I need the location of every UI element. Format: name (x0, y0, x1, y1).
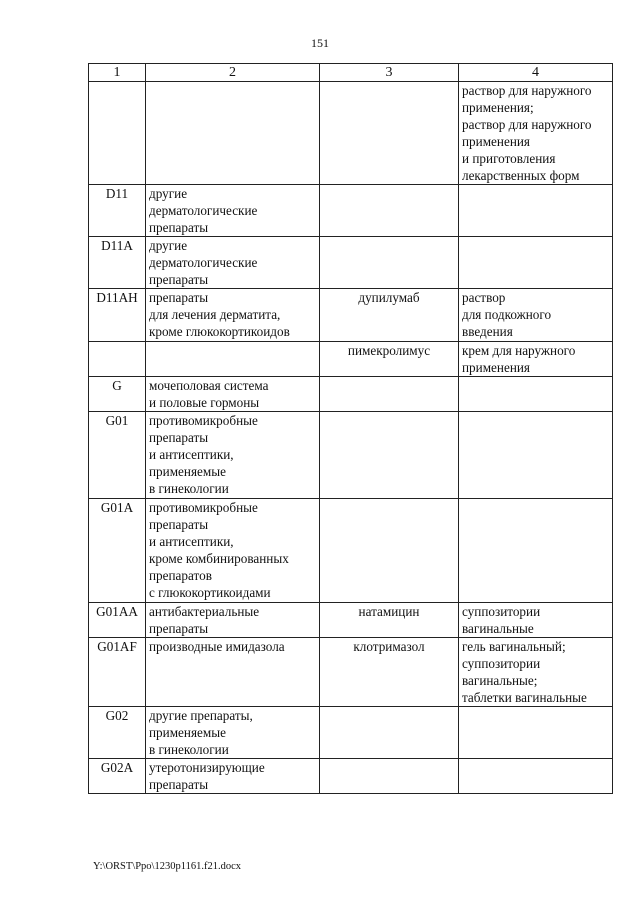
group-name-line: дерматологические (149, 203, 258, 218)
atc-code-cell: D11AH (89, 289, 146, 342)
table-row (89, 185, 613, 237)
table-row (89, 759, 613, 794)
group-name-line: и антисептики, (149, 534, 234, 549)
dosage-form-cell (459, 377, 613, 412)
table-row (89, 603, 613, 638)
dosage-form-cell (459, 342, 613, 377)
table-row (89, 499, 613, 603)
drug-name-cell: пимекролимус (320, 342, 459, 377)
group-name-line: другие препараты, (149, 708, 253, 723)
dosage-form-line: применения (462, 360, 530, 375)
group-name-cell (146, 377, 320, 412)
dosage-form-cell (459, 185, 613, 237)
group-name-line: для лечения дерматита, (149, 307, 281, 322)
table-row (89, 289, 613, 342)
dosage-form-line: лекарственных форм (462, 168, 580, 183)
dosage-form-line: гель вагинальный; (462, 639, 566, 654)
group-name-line: производные имидазола (149, 639, 285, 654)
group-name-cell (146, 499, 320, 603)
atc-code-cell: G (89, 377, 146, 412)
group-name-line: препараты (149, 430, 209, 445)
group-name-cell (146, 185, 320, 237)
page-number: 151 (311, 36, 329, 50)
atc-code-cell: D11 (89, 185, 146, 237)
dosage-form-cell (459, 603, 613, 638)
atc-code-cell: G01AA (89, 603, 146, 638)
dosage-form-line: крем для наружного (462, 343, 576, 358)
dosage-form-line: применения (462, 134, 530, 149)
atc-code-cell: G01A (89, 499, 146, 603)
table-header-row (89, 64, 613, 82)
group-name-line: другие (149, 238, 188, 253)
group-name-line: препараты (149, 220, 209, 235)
group-name-line: кроме комбинированных (149, 551, 289, 566)
dosage-form-line: введения (462, 324, 513, 339)
drug-name-cell (320, 499, 459, 603)
dosage-form-cell (459, 759, 613, 794)
group-name-line: применяемые (149, 464, 226, 479)
header-cell-4: 4 (459, 64, 613, 82)
dosage-form-line: таблетки вагинальные (462, 690, 587, 705)
dosage-form-line: суппозитории (462, 656, 541, 671)
drug-table (88, 63, 613, 794)
group-name-line: применяемые (149, 725, 226, 740)
group-name-line: препараты (149, 290, 209, 305)
drug-name-cell (320, 412, 459, 499)
dosage-form-cell (459, 499, 613, 603)
table-row (89, 377, 613, 412)
drug-name-cell: клотримазол (320, 638, 459, 707)
group-name-line: другие (149, 186, 188, 201)
dosage-form-line: раствор для наружного (462, 83, 592, 98)
atc-code-cell: G02A (89, 759, 146, 794)
atc-code-cell: G01AF (89, 638, 146, 707)
dosage-form-line: вагинальные (462, 621, 534, 636)
group-name-line: и половые гормоны (149, 395, 260, 410)
atc-code-cell: G01 (89, 412, 146, 499)
group-name-cell (146, 237, 320, 289)
atc-code-cell (89, 342, 146, 377)
dosage-form-line: суппозитории (462, 604, 541, 619)
drug-name-cell (320, 237, 459, 289)
dosage-form-cell (459, 289, 613, 342)
group-name-line: препаратов (149, 568, 212, 583)
group-name-cell (146, 289, 320, 342)
drug-name-cell: дупилумаб (320, 289, 459, 342)
dosage-form-line: вагинальные; (462, 673, 538, 688)
table-row (89, 638, 613, 707)
group-name-line: в гинекологии (149, 742, 229, 757)
group-name-line: препараты (149, 272, 209, 287)
group-name-line: препараты (149, 621, 209, 636)
table-row (89, 237, 613, 289)
group-name-cell (146, 342, 320, 377)
group-name-cell (146, 707, 320, 759)
group-name-line: противомикробные (149, 413, 258, 428)
header-cell-3: 3 (320, 64, 459, 82)
atc-code-cell (89, 82, 146, 185)
table-row (89, 342, 613, 377)
dosage-form-line: раствор (462, 290, 506, 305)
group-name-cell (146, 412, 320, 499)
dosage-form-line: и приготовления (462, 151, 556, 166)
group-name-line: кроме глюкокортикоидов (149, 324, 290, 339)
table-row (89, 707, 613, 759)
group-name-cell (146, 638, 320, 707)
header-cell-1: 1 (89, 64, 146, 82)
drug-name-cell: натамицин (320, 603, 459, 638)
group-name-line: в гинекологии (149, 481, 229, 496)
group-name-cell (146, 82, 320, 185)
group-name-line: антибактериальные (149, 604, 260, 619)
dosage-form-cell (459, 638, 613, 707)
drug-name-cell (320, 707, 459, 759)
group-name-line: дерматологические (149, 255, 258, 270)
group-name-cell (146, 759, 320, 794)
dosage-form-cell (459, 237, 613, 289)
group-name-line: и антисептики, (149, 447, 234, 462)
group-name-cell (146, 603, 320, 638)
dosage-form-line: применения; (462, 100, 534, 115)
header-cell-2: 2 (146, 64, 320, 82)
group-name-line: утеротонизирующие (149, 760, 265, 775)
dosage-form-line: раствор для наружного (462, 117, 592, 132)
drug-name-cell (320, 82, 459, 185)
group-name-line: противомикробные (149, 500, 258, 515)
atc-code-cell: G02 (89, 707, 146, 759)
group-name-line: мочеполовая система (149, 378, 269, 393)
table-row (89, 82, 613, 185)
group-name-line: препараты (149, 517, 209, 532)
drug-name-cell (320, 377, 459, 412)
dosage-form-cell (459, 707, 613, 759)
drug-name-cell (320, 759, 459, 794)
dosage-form-cell (459, 82, 613, 185)
dosage-form-line: для подкожного (462, 307, 552, 322)
atc-code-cell: D11A (89, 237, 146, 289)
group-name-line: с глюкокортикоидами (149, 585, 271, 600)
group-name-line: препараты (149, 777, 209, 792)
dosage-form-cell (459, 412, 613, 499)
footer-file-path: Y:\ORST\Ppo\1230p1161.f21.docx (93, 861, 241, 872)
table-row (89, 412, 613, 499)
drug-name-cell (320, 185, 459, 237)
